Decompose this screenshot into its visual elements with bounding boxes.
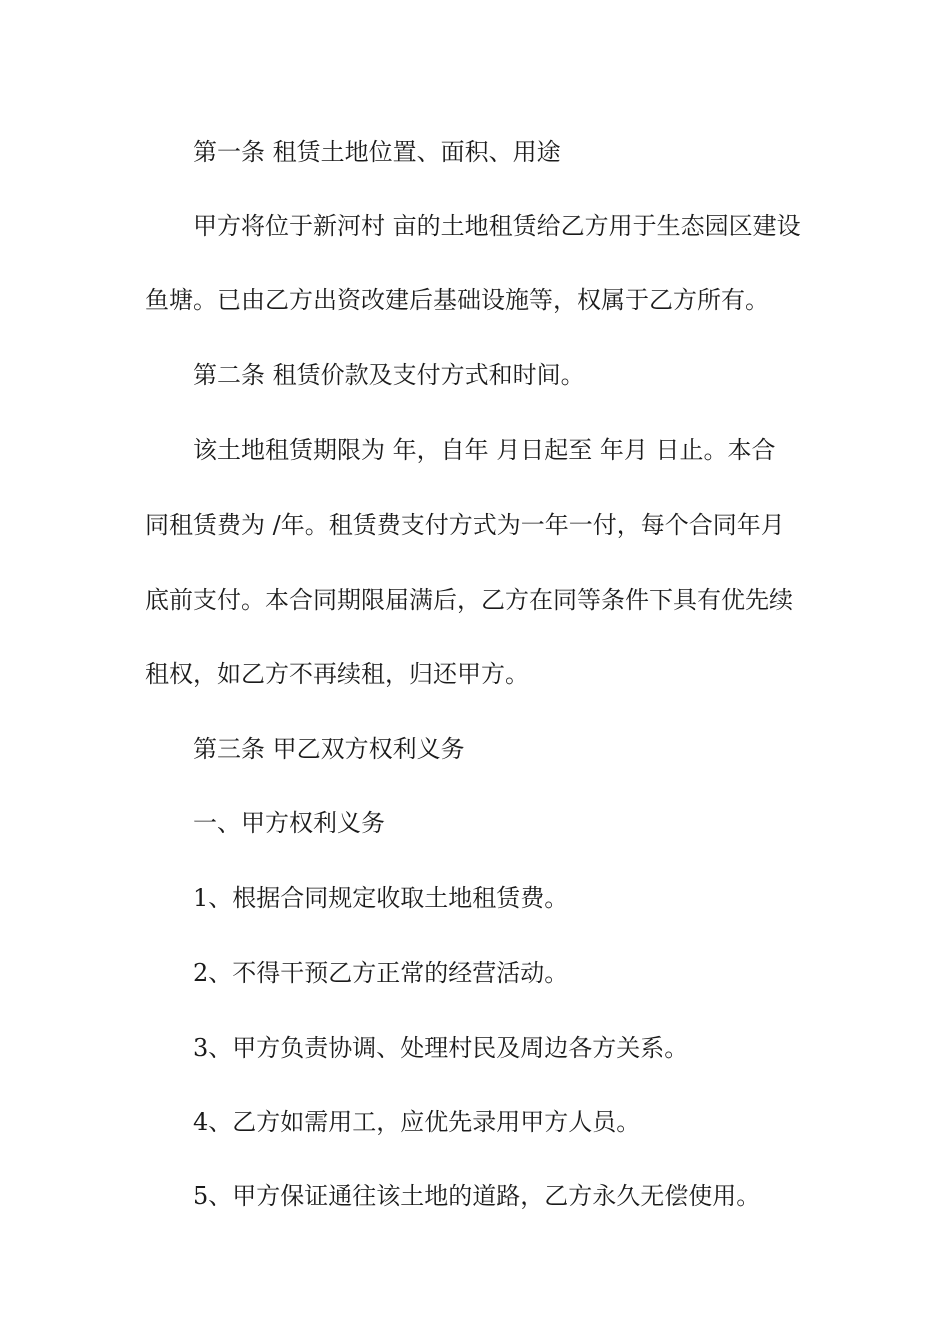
paragraph-line: 同租赁费为 /年。租赁费支付方式为一年一付，每个合同年月 [145,511,785,539]
section-heading: 一、甲方权利义务 [193,809,385,837]
paragraph-line: 甲方将位于新河村 亩的土地租赁给乙方用于生态园区建设 [193,212,801,240]
paragraph-line: 底前支付。本合同期限届满后，乙方在同等条件下具有优先续 [145,586,793,614]
paragraph-line: 该土地租赁期限为 年，自年 月日起至 年月 日止。本合 [193,436,776,464]
paragraph-line: 鱼塘。已由乙方出资改建后基础设施等，权属于乙方所有。 [145,286,769,314]
article-1-heading: 第一条 租赁土地位置、面积、用途 [193,138,561,166]
list-item: 5、甲方保证通往该土地的道路，乙方永久无偿使用。 [193,1182,761,1210]
list-item: 3、甲方负责协调、处理村民及周边各方关系。 [193,1034,689,1062]
list-item: 2、不得干预乙方正常的经营活动。 [193,959,569,987]
article-2-heading: 第二条 租赁价款及支付方式和时间。 [193,361,585,389]
article-3-heading: 第三条 甲乙双方权利义务 [193,735,465,763]
list-item: 4、乙方如需用工，应优先录用甲方人员。 [193,1108,641,1136]
paragraph-line: 租权，如乙方不再续租，归还甲方。 [145,660,529,688]
list-item: 1、根据合同规定收取土地租赁费。 [193,884,569,912]
